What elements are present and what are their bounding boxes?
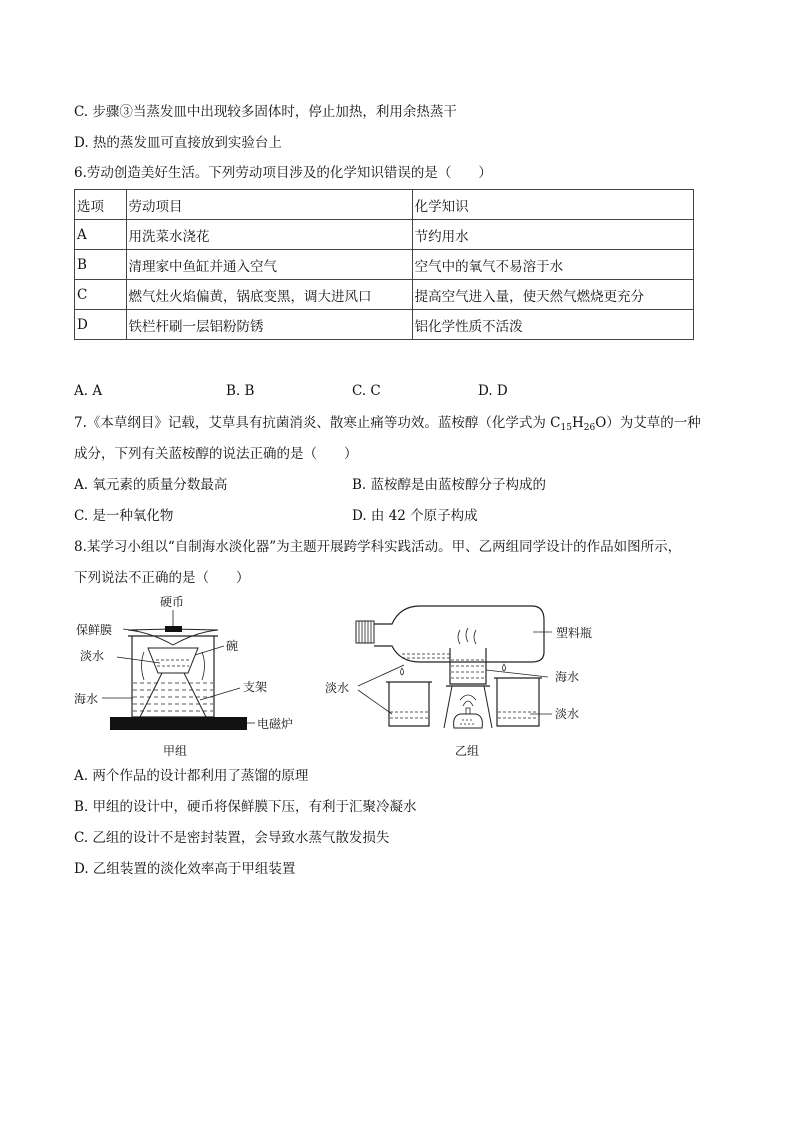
label-bowl: 碗 <box>226 639 239 653</box>
table-cell: B <box>75 250 127 280</box>
label-stand: 支架 <box>243 680 268 694</box>
label-film: 保鲜膜 <box>76 623 113 637</box>
label-fresh-water-right: 淡水 <box>555 707 580 721</box>
q7-stem-post: O）为艾草的一种 <box>595 415 701 431</box>
label-cooker: 电磁炉 <box>257 717 294 731</box>
q7-stem-h: H <box>571 415 584 431</box>
label-coin: 硬币 <box>160 595 185 609</box>
table-cell: 铝化学性质不活泼 <box>412 310 693 340</box>
coin-shape <box>165 626 182 632</box>
group-b-apparatus <box>356 606 552 728</box>
table-cell: D <box>75 310 127 340</box>
q6-option-c: C. C <box>352 383 381 399</box>
q5-option-c: C. 步骤③当蒸发皿中出现较多固体时，停止加热，利用余热蒸干 <box>74 104 457 120</box>
q7-subscript-h: 26 <box>583 423 596 433</box>
table-header-cell: 化学知识 <box>412 190 693 220</box>
q6-option-d: D. D <box>478 383 508 399</box>
table-cell: A <box>75 220 127 250</box>
group-a-apparatus <box>102 610 255 730</box>
table-cell: 清理家中鱼缸并通入空气 <box>126 250 412 280</box>
q8-option-d: D. 乙组装置的淡化效率高于甲组装置 <box>74 861 296 877</box>
q7-option-d: D. 由 42 个原子构成 <box>352 508 478 524</box>
q7-option-a: A. 氧元素的质量分数最高 <box>74 477 228 493</box>
q6-option-b: B. B <box>226 383 255 399</box>
q8-option-c: C. 乙组的设计不是密封装置，会导致水蒸气散发损失 <box>74 830 390 846</box>
table-cell: 节约用水 <box>412 220 693 250</box>
label-group-b: 乙组 <box>455 744 480 758</box>
q8-option-a: A. 两个作品的设计都利用了蒸馏的原理 <box>74 768 309 784</box>
bottle-shape <box>374 606 544 662</box>
q7-stem-pre: 7.《本草纲目》记载，艾草具有抗菌消炎、散寒止痛等功效。蓝桉醇（化学式为 C <box>74 415 561 431</box>
q6-stem: 6.劳动创造美好生活。下列劳动项目涉及的化学知识错误的是（ ） <box>74 165 492 181</box>
q6-option-a: A. A <box>74 383 103 399</box>
q7-option-c: C. 是一种氧化物 <box>74 508 174 524</box>
table-cell: C <box>75 280 127 310</box>
table-header-cell: 劳动项目 <box>126 190 412 220</box>
q7-option-b: B. 蓝桉醇是由蓝桉醇分子构成的 <box>352 477 547 493</box>
label-group-a: 甲组 <box>163 744 188 758</box>
table-cell: 提高空气进入量，使天然气燃烧更充分 <box>412 280 693 310</box>
cooker-shape <box>110 717 247 730</box>
q5-option-d: D. 热的蒸发皿可直接放到实验台上 <box>74 135 282 151</box>
q8-stem: 8.某学习小组以“自制海水淡化器”为主题开展跨学科实践活动。甲、乙两组同学设计的作品如图所示， <box>74 539 682 555</box>
table-cell: 用洗菜水浇花 <box>126 220 412 250</box>
q8-stem-line2: 下列说法不正确的是（ ） <box>74 570 250 586</box>
table-header-cell: 选项 <box>75 190 127 220</box>
table-cell: 铁栏杆刷一层铝粉防锈 <box>126 310 412 340</box>
q7-stem-line2: 成分，下列有关蓝桉醇的说法正确的是（ ） <box>74 446 358 462</box>
label-bottle: 塑料瓶 <box>556 626 593 640</box>
label-fresh-water: 淡水 <box>80 649 105 663</box>
q7-subscript-c: 15 <box>560 423 572 433</box>
table-cell: 燃气灶火焰偏黄，锅底变黑，调大进风口 <box>126 280 412 310</box>
label-seawater: 海水 <box>74 692 99 706</box>
label-seawater-right: 海水 <box>555 670 580 684</box>
table-cell: 空气中的氧气不易溶于水 <box>412 250 693 280</box>
q8-option-b: B. 甲组的设计中，硬币将保鲜膜下压，有利于汇聚冷凝水 <box>74 799 417 815</box>
label-fresh-water-left: 淡水 <box>325 681 350 695</box>
